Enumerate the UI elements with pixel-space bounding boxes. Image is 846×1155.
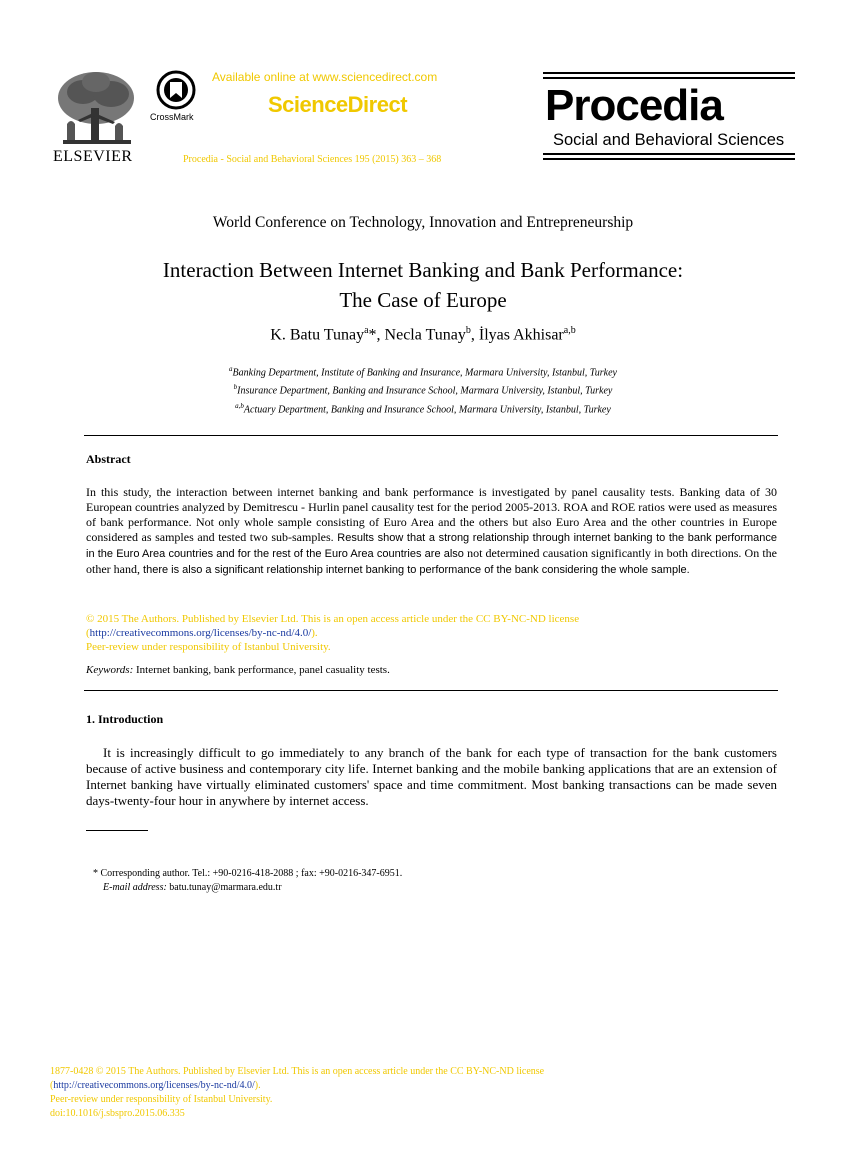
journal-reference: Procedia - Social and Behavioral Sciences 195 (2015) 363 – 368: [183, 154, 442, 165]
abstract-body: [86, 485, 777, 578]
license-link[interactable]: http://creativecommons.org/licenses/by-nc-nd/4.0/: [89, 627, 312, 639]
affiliation-sup: a: [229, 365, 233, 373]
author-name: Necla Tunay: [384, 326, 466, 344]
license-paren: ).: [311, 627, 318, 639]
keywords: [86, 664, 390, 676]
affiliation-sup: a,b: [235, 401, 244, 410]
footer-license-link[interactable]: http://creativecommons.org/licenses/by-nc-nd/4.0/: [53, 1080, 255, 1091]
procedia-logo-title: Procedia: [545, 81, 723, 130]
keywords-label: Keywords:: [86, 664, 134, 676]
divider-bottom: [84, 690, 778, 691]
abstract-text: not determined causation significantly in both directions. On the other hand,: [86, 546, 777, 576]
section-heading: 1. Introduction: [86, 712, 164, 726]
doi-link[interactable]: doi:10.1016/j.sbspro.2015.06.335: [50, 1108, 185, 1119]
author-separator: *,: [368, 326, 385, 344]
sciencedirect-logo: ScienceDirect: [268, 92, 408, 117]
author-separator: ,: [470, 326, 479, 344]
affiliation-item: [0, 380, 846, 398]
author-affil-sup: a,b: [563, 325, 576, 336]
footer-paren: (: [50, 1080, 54, 1091]
footnote: [93, 867, 402, 895]
title-line-1: Interaction Between Internet Banking and Bank Performance:: [162, 258, 684, 282]
title-line-2: The Case of Europe: [339, 288, 507, 312]
corresponding-author: * Corresponding author. Tel.: +90-0216-418-2088 ; fax: +90-0216-347-6951.: [93, 868, 403, 879]
affiliation-sup: b: [233, 383, 238, 392]
divider-top: [84, 435, 778, 436]
license-notice: [86, 612, 777, 654]
publisher-name: ELSEVIER: [53, 148, 133, 165]
affiliation-text: Actuary Department, Banking and Insurance School, Marmara University, Istanbul, Turkey: [243, 403, 611, 415]
author-affil-sup: b: [465, 325, 471, 336]
keywords-list: Internet banking, bank performance, panel casuality tests.: [133, 664, 390, 676]
elsevier-tree-logo: [53, 68, 139, 150]
peer-review-note: Peer-review under responsibility of Istanbul University.: [86, 641, 331, 653]
email-label: E-mail address:: [103, 882, 167, 893]
license-paren: (: [86, 627, 90, 639]
section-paragraph: It is increasingly difficult to go immediately to any branch of the bank for each type of transaction for the bank customers because of active business and contemporary city life. Internet banking and the mobile banking applications that are an extension of Internet banking have virtually eliminated customers' space and time commitment. Most banking transactions can be made seven days-twenty-four hour in anywhere by internet access.: [86, 745, 777, 808]
footer-peer-review: Peer-review under responsibility of Istanbul University.: [50, 1094, 273, 1105]
author-affil-sup: a: [364, 325, 369, 336]
affiliation-item: [0, 362, 846, 380]
author-name: İlyas Akhisar: [478, 326, 564, 344]
affiliation-text: Banking Department, Institute of Banking and Insurance, Marmara University, Istanbul, Turkey: [232, 367, 617, 379]
procedia-rules-bottom: [543, 153, 795, 163]
abstract-text: there is also a significant relationship internet banking to performance of the bank considering the whole sample.: [139, 564, 690, 576]
footer-paren: ).: [254, 1080, 261, 1091]
license-line: © 2015 The Authors. Published by Elsevier Ltd. This is an open access article under the CC BY-NC-ND license: [86, 613, 580, 625]
issn-license: 1877-0428 © 2015 The Authors. Published by Elsevier Ltd. This is an open access article under the CC BY-NC-ND license: [50, 1066, 545, 1077]
affiliation-list: [0, 362, 846, 417]
conference-name: World Conference on Technology, Innovation and Entrepreneurship: [212, 214, 634, 231]
abstract-heading: Abstract: [86, 452, 131, 466]
crossmark-label: CrossMark: [150, 112, 194, 122]
affiliation-item: [0, 399, 846, 417]
author-list: [0, 325, 846, 344]
page-footer: [50, 1065, 544, 1121]
crossmark-icon[interactable]: [156, 70, 196, 110]
abstract-text: Results show that a strong relationship through internet banking to the bank performance in the Euro Area countries and for the rest of the Euro Area countries are also: [86, 532, 777, 560]
paper-title: [0, 255, 846, 315]
author-name: K. Batu Tunay: [270, 326, 365, 344]
footnote-rule: [86, 830, 148, 831]
available-online-link[interactable]: Available online at www.sciencedirect.com: [212, 70, 438, 84]
affiliation-text: Insurance Department, Banking and Insurance School, Marmara University, Istanbul, Turkey: [237, 385, 613, 397]
abstract-text: In this study, the interaction between internet banking and bank performance is investigated by panel causality tests. Banking data of 30 European countries analyzed by Demitrescu - Hurlin panel causality test for the period 2005-2013. ROA and ROE ratios were used as measures of bank performance. Not only whole sample consisting of Euro Area and the others but also Euro Area and the other countries in Europe considered as samples and tested two sub-samples.: [86, 485, 777, 544]
email-address[interactable]: batu.tunay@marmara.edu.tr: [166, 882, 282, 893]
procedia-logo-subtitle: Social and Behavioral Sciences: [553, 131, 785, 149]
